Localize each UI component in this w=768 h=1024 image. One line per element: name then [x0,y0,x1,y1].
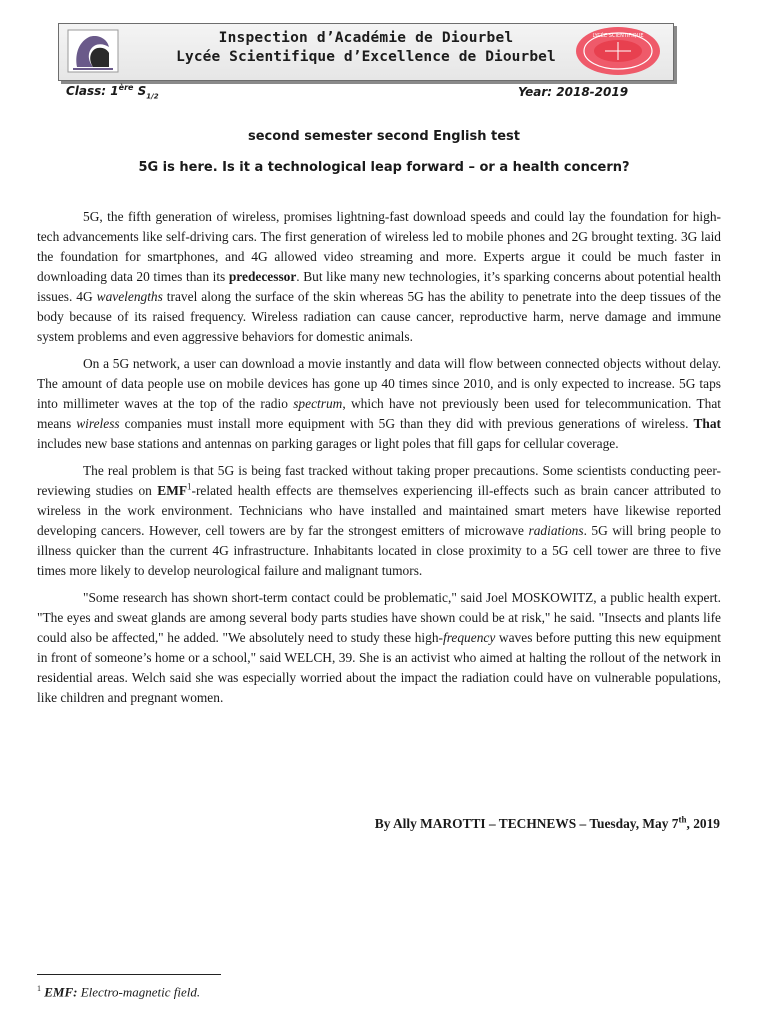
keyword-wavelengths: wavelengths [96,289,163,304]
seal-lettering: LYCÉE SCIENTIFIQUE [592,33,644,39]
paragraph-3: The real problem is that 5G is being fast tracked without taking proper precautions. Some scientists conducting peer-reviewing studies on EMF$^1$-related health effects are themselves experiencing ill-effects such as brain cancer attributed to wireless in the work environment. Technicians who have installed and maintained smart meters have likewise reported developing cancers. However, cell towers are by far the strongest emitters of microwave radiations. 5G will bring people to illness quicker than the current 4G infrastructure. Inhabitants located in close proximity to a 5G cell tower are three to five times more likely to develop neurological failure and malignant tumors. [37,463,721,578]
paragraph-4: "Some research has shown short-term contact could be problematic," said Joel MOSKOWITZ, a public health expert. "The eyes and sweat glands are among several body parts studies have shown could be at risk," he said. "Insects and plants life could also be affected," he added. "We absolutely need to study these high-frequency waves before putting this new equipment in front of someone’s home or a school," said WELCH, 39. She is an activist who aimed at halting the rollout of the network in residential areas. Welch said she was especially worried about the impact the radiation could have on vulnerable populations, like children and pregnant women. [37,590,721,705]
test-title: second semester second English test [247,129,521,144]
article-headline: 5G is here. Is it a technological leap forward – or a health concern? [138,160,630,175]
class-label: Class: 1ère $S_{1/2}$ [66,83,159,101]
paragraph-2: On a 5G network, a user can download a movie instantly and data will flow between connected objects without delay. The amount of data people use on mobile devices has gone up 40 times since 2010, and is only expected to increase. 5G taps into millimeter waves at the top of the radio spectrum, which have not previously been used for telecommunication. That means wireless companies must install more equipment with 5G than they did with previous generations of wireless. That includes new base stations and antennas on parking garages or light poles that fill gaps for cellular coverage. [37,356,721,451]
header-line-1: Inspection d’Académie de Diourbel [218,30,514,46]
keyword-radiations: radiations [528,523,584,538]
keyword-spectrum: spectrum [293,396,343,411]
keyword-that: That [693,416,721,431]
school-seal [575,26,661,76]
paragraph-1: 5G, the fifth generation of wireless, promises lightning-fast download speeds and could lay the foundation for high-tech advancements like self-driving cars. The first generation of wireless led to mobile phones and 2G brought texting. 3G laid the foundation for smartphones, and 4G allowed video streaming and more. Experts argue it could be much faster in downloading data 20 times than its predecessor. But like many new technologies, it’s sparking concerns about potential health issues. 4G wavelengths travel along the surface of the skin whereas 5G has the ability to penetrate into the deep tissues of the body because of its raised frequency. Wireless radiation can cause cancer, reproductive harm, nerve damage and immune system problems and even aggressive behaviors for domestic animals. [37,209,721,344]
header-line-2: Lycée Scientifique d’Excellence de Diourbel [176,49,556,65]
footnote: $^1$ EMF: Electro-magnetic field. [37,984,201,1000]
keyword-predecessor: predecessor [228,269,297,284]
footnote-divider [37,974,221,975]
year-label: Year: 2018-2019 [518,85,629,99]
footnote-ref: 1 [187,481,192,492]
keyword-frequency: frequency [442,630,496,645]
letterhead [58,23,674,81]
keyword-emf: EMF [157,483,188,498]
byline: By Ally MAROTTI – TECHNEWS – Tuesday, May 7th, 2019 [374,814,720,831]
keyword-wireless: wireless [76,416,120,431]
article-body [37,207,721,715]
